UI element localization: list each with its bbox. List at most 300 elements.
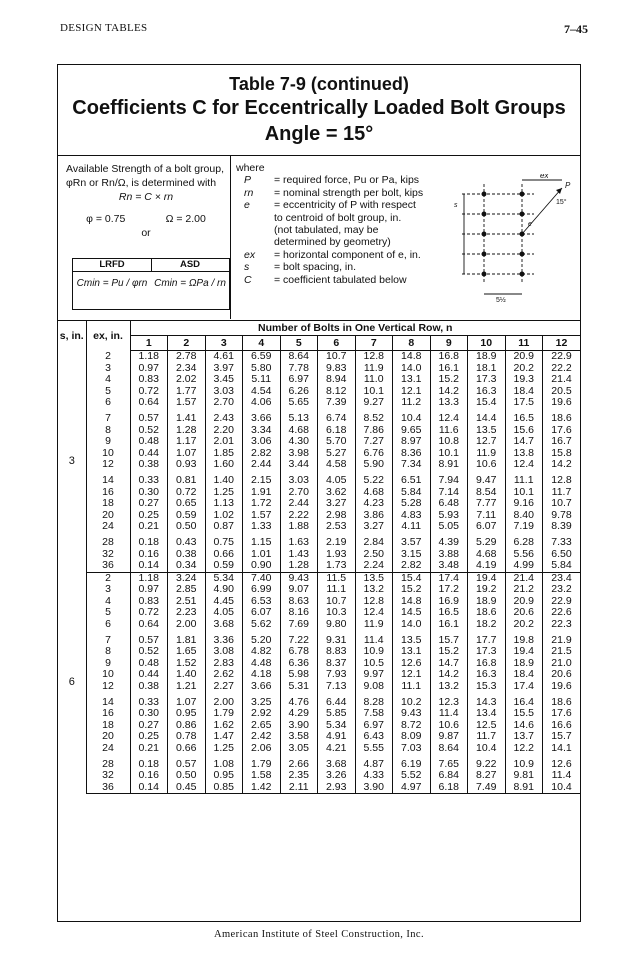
coefficient-cell: 6.26 (280, 386, 318, 398)
coefficient-cell: 3.05 (280, 743, 318, 755)
coefficient-cell: 14.1 (551, 742, 572, 754)
coefficient-cell: 15.6 (505, 425, 543, 437)
coefficient-cell: 21.0 (551, 656, 572, 669)
coefficient-cell: 1.79 (205, 708, 243, 720)
coefficient-cell: 0.95 (205, 770, 243, 782)
n-column-header: 12 (543, 336, 581, 351)
coefficient-cell: 5.56 (505, 549, 543, 561)
table-row (58, 363, 580, 375)
coefficient-cell: 17.4 (430, 572, 468, 584)
coefficient-cell: 14.7 (430, 658, 468, 670)
def-text: = nominal strength per bolt, kips (274, 186, 424, 199)
coefficient-cell: 7.34 (393, 459, 431, 471)
where-label: where (236, 162, 265, 174)
definition-row (236, 261, 436, 273)
coefficient-cell: 1.25 (205, 487, 243, 499)
table-row (58, 521, 580, 533)
coefficient-cell: 6.97 (355, 720, 393, 732)
coefficient-cell: 12.6 (551, 757, 572, 770)
coefficient-cell: 20.5 (551, 384, 572, 397)
coefficient-cell: 0.90 (243, 560, 281, 572)
info-panel (58, 156, 580, 319)
coefficient-cell: 15.4 (468, 397, 506, 409)
coefficient-cell: 15.5 (505, 708, 543, 720)
coefficient-cell: 19.4 (468, 572, 506, 584)
coefficient-cell: 17.6 (551, 707, 572, 720)
coefficient-cell: 4.29 (280, 708, 318, 720)
coefficient-cell: 5.22 (355, 471, 393, 487)
coefficient-table-wrap (58, 321, 580, 794)
ex-cell: 9 (86, 436, 130, 448)
n-header-row (58, 336, 580, 351)
coefficient-cell: 7.27 (355, 436, 393, 448)
def-text: determined by geometry) (274, 236, 391, 249)
ex-cell: 14 (86, 471, 130, 487)
coefficient-cell: 9.87 (430, 731, 468, 743)
coefficient-cell: 1.28 (168, 425, 206, 437)
coefficient-cell: 5.84 (393, 487, 431, 499)
coefficient-cell: 16.3 (468, 386, 506, 398)
table-row (58, 459, 580, 471)
coefficient-cell: 0.85 (205, 782, 243, 794)
coefficient-cell: 20.2 (505, 619, 543, 631)
table-row (58, 572, 580, 584)
title-block (58, 73, 580, 147)
table-row (58, 533, 580, 549)
coefficient-cell: 15.2 (430, 374, 468, 386)
def-symbol: P (244, 174, 252, 187)
coefficient-cell: 5.13 (280, 409, 318, 425)
coefficient-cell: 1.88 (280, 521, 318, 533)
e-label: e (528, 221, 532, 228)
coefficient-cell: 7.94 (430, 471, 468, 487)
table-row (58, 436, 580, 448)
coefficient-cell: 3.48 (430, 560, 468, 572)
coefficient-cell: 5.34 (205, 572, 243, 584)
coefficient-cell: 13.2 (430, 681, 468, 693)
coefficient-cell: 15.8 (551, 446, 572, 459)
coefficient-cell: 17.3 (468, 646, 506, 658)
coefficient-cell: 1.57 (243, 510, 281, 522)
coefficient-cell: 3.08 (205, 646, 243, 658)
coefficient-cell: 21.2 (505, 584, 543, 596)
ex-header: ex, in. (86, 321, 130, 351)
def-symbol (236, 212, 274, 224)
coefficient-cell: 0.34 (168, 560, 206, 572)
coefficient-cell: 0.38 (130, 681, 168, 693)
coefficient-cell: 1.33 (243, 521, 281, 533)
ex-cell: 7 (86, 409, 130, 425)
coefficient-cell: 5.28 (393, 498, 431, 510)
coefficient-cell: 19.2 (468, 584, 506, 596)
def-text: = coefficient tabulated below (274, 273, 407, 286)
coefficient-cell: 4.97 (393, 782, 431, 794)
coefficient-cell: 4.33 (355, 770, 393, 782)
coefficient-cell: 14.3 (468, 693, 506, 709)
coefficient-cell: 0.97 (130, 584, 168, 596)
coefficient-cell: 3.68 (318, 755, 356, 771)
coefficient-cell: 14.2 (430, 386, 468, 398)
ex-cell: 12 (86, 681, 130, 693)
coefficient-table (58, 321, 580, 794)
bolt-hole (482, 252, 487, 257)
coefficient-cell: 18.6 (551, 695, 572, 708)
coefficient-cell: 12.2 (505, 743, 543, 755)
coefficient-cell: 6.53 (243, 596, 281, 608)
coefficient-cell: 1.25 (205, 743, 243, 755)
coefficient-cell: 10.7 (551, 497, 572, 510)
table-row (58, 619, 580, 631)
coefficient-cell: 1.40 (168, 669, 206, 681)
coefficient-cell: 6.07 (468, 521, 506, 533)
coefficient-cell: 18.1 (468, 363, 506, 375)
coefficient-cell: 4.87 (355, 755, 393, 771)
coefficient-cell: 3.57 (393, 533, 431, 549)
strength-formula: Rn = C × rn (118, 191, 174, 203)
coefficient-cell: 10.4 (468, 743, 506, 755)
coefficient-cell: 4.19 (468, 560, 506, 572)
coefficient-cell: 1.58 (243, 770, 281, 782)
ex-cell: 10 (86, 448, 130, 460)
coefficient-cell: 7.14 (430, 487, 468, 499)
ex-cell: 20 (86, 510, 130, 522)
coefficient-cell: 1.81 (168, 631, 206, 647)
table-row (58, 607, 580, 619)
bolt-hole (482, 212, 487, 217)
coefficient-cell: 17.4 (505, 681, 543, 693)
coefficient-cell: 16.8 (468, 658, 506, 670)
coefficient-cell: 3.27 (355, 521, 393, 533)
coefficient-cell: 8.72 (393, 720, 431, 732)
coefficient-cell: 0.59 (205, 560, 243, 572)
coefficient-cell: 0.65 (168, 498, 206, 510)
coefficient-cell: 6.36 (280, 658, 318, 670)
coefficient-cell: 15.2 (430, 646, 468, 658)
coefficient-cell: 0.48 (130, 658, 168, 670)
coefficient-cell: 4.06 (243, 397, 281, 409)
coefficient-cell: 8.64 (430, 743, 468, 755)
coefficient-cell: 7.22 (280, 631, 318, 647)
table-row (58, 731, 580, 743)
table-number: Table 7-9 (continued) (229, 74, 409, 94)
coefficient-cell: 1.93 (318, 549, 356, 561)
coefficient-cell: 2.19 (318, 533, 356, 549)
coefficient-cell: 2.50 (355, 549, 393, 561)
coefficient-cell: 18.6 (551, 411, 572, 424)
coefficient-cell: 0.45 (168, 782, 206, 794)
coefficient-cell: 17.5 (505, 397, 543, 409)
coefficient-cell: 14.2 (551, 458, 572, 471)
coefficient-cell: 10.1 (430, 448, 468, 460)
coefficient-cell: 19.3 (505, 374, 543, 386)
coefficient-cell: 0.33 (130, 471, 168, 487)
table-row (58, 374, 580, 386)
coefficient-cell: 14.7 (505, 436, 543, 448)
coefficient-cell: 0.83 (130, 596, 168, 608)
coefficient-cell: 7.11 (468, 510, 506, 522)
coefficient-cell: 16.5 (505, 409, 543, 425)
coefficient-cell: 11.1 (505, 471, 543, 487)
coefficient-cell: 6.44 (318, 693, 356, 709)
coefficient-cell: 1.02 (205, 510, 243, 522)
n-column-header: 8 (393, 336, 431, 351)
coefficient-cell: 18.9 (468, 596, 506, 608)
coefficient-cell: 3.62 (318, 487, 356, 499)
coefficient-cell: 22.3 (551, 618, 572, 631)
coefficient-cell: 7.19 (505, 521, 543, 533)
def-text: (not tabulated, may be (274, 224, 379, 237)
coefficient-cell: 0.66 (205, 549, 243, 561)
coefficient-cell: 3.45 (205, 374, 243, 386)
coefficient-cell: 7.78 (280, 363, 318, 375)
coefficient-cell: 4.76 (280, 693, 318, 709)
phi-factor: φ = 0.75 (86, 213, 126, 225)
ex-cell: 16 (86, 487, 130, 499)
coefficient-cell: 6.97 (280, 374, 318, 386)
n-column-header: 5 (280, 336, 318, 351)
coefficient-cell: 8.91 (430, 459, 468, 471)
coefficient-cell: 10.7 (318, 596, 356, 608)
coefficient-cell: 0.18 (130, 533, 168, 549)
coefficient-cell: 9.81 (505, 770, 543, 782)
coefficient-cell: 11.1 (393, 681, 431, 693)
angle-label: 15° (556, 199, 567, 206)
coefficient-cell: 3.97 (205, 363, 243, 375)
definition-row (236, 249, 436, 261)
coefficient-cell: 4.39 (430, 533, 468, 549)
coefficient-cell: 2.23 (168, 607, 206, 619)
coefficient-cell: 4.68 (280, 425, 318, 437)
coefficient-cell: 8.27 (468, 770, 506, 782)
coefficient-cell: 10.6 (468, 459, 506, 471)
coefficient-cell: 23.4 (551, 571, 572, 584)
coefficient-cell: 16.1 (430, 363, 468, 375)
coefficient-cell: 7.93 (318, 669, 356, 681)
method-box (72, 258, 230, 310)
coefficient-cell: 11.5 (318, 572, 356, 584)
coefficient-cell: 1.52 (168, 658, 206, 670)
coefficient-cell: 0.64 (130, 397, 168, 409)
coefficient-cell: 6.59 (243, 351, 281, 363)
coefficient-cell: 0.57 (130, 409, 168, 425)
n-column-header: 1 (130, 336, 168, 351)
coefficient-cell: 11.9 (355, 363, 393, 375)
def-symbol: s (244, 261, 250, 274)
ex-cell: 4 (86, 374, 130, 386)
coefficient-cell: 0.44 (130, 669, 168, 681)
coefficient-cell: 13.8 (505, 448, 543, 460)
coefficient-cell: 2.22 (280, 510, 318, 522)
ex-cell: 20 (86, 731, 130, 743)
s-header: s, in. (58, 321, 86, 351)
ex-cell: 36 (86, 782, 130, 794)
coefficient-cell: 16.3 (468, 669, 506, 681)
coefficient-cell: 8.16 (280, 607, 318, 619)
coefficient-cell: 21.4 (551, 373, 572, 386)
asd-equation: Cmin = ΩPa / rn (154, 278, 226, 289)
definition-row (236, 187, 436, 199)
coefficient-cell: 9.97 (355, 669, 393, 681)
coefficient-cell: 14.8 (393, 596, 431, 608)
coefficient-cell: 10.6 (430, 720, 468, 732)
def-symbol: e (244, 199, 250, 212)
coefficient-cell: 8.97 (393, 436, 431, 448)
coefficient-cell: 0.87 (205, 521, 243, 533)
coefficient-cell: 15.7 (551, 730, 572, 743)
ex-cell: 5 (86, 607, 130, 619)
coefficient-cell: 2.00 (168, 619, 206, 631)
table-row (58, 448, 580, 460)
coefficient-cell: 1.73 (318, 560, 356, 572)
coefficient-cell: 4.68 (468, 549, 506, 561)
coefficient-cell: 13.5 (393, 631, 431, 647)
coefficient-cell: 7.58 (355, 708, 393, 720)
coefficient-cell: 13.3 (430, 397, 468, 409)
coefficient-cell: 5.29 (468, 533, 506, 549)
coefficient-cell: 12.4 (430, 409, 468, 425)
coefficient-cell: 2.42 (243, 731, 281, 743)
coefficient-cell: 2.84 (355, 533, 393, 549)
ex-cell: 8 (86, 425, 130, 437)
coefficient-cell: 2.27 (205, 681, 243, 693)
coefficient-cell: 22.9 (551, 350, 572, 362)
table-row (58, 755, 580, 771)
definition-row (236, 212, 436, 224)
coefficient-cell: 5.20 (243, 631, 281, 647)
coefficient-cell: 0.14 (130, 782, 168, 794)
coefficient-cell: 11.9 (468, 448, 506, 460)
coefficient-cell: 3.66 (243, 409, 281, 425)
coefficient-cell: 0.50 (168, 770, 206, 782)
coefficient-cell: 6.43 (355, 731, 393, 743)
coefficient-cell: 5.27 (318, 448, 356, 460)
coefficient-cell: 10.9 (505, 755, 543, 771)
coefficient-cell: 5.55 (355, 743, 393, 755)
coefficient-cell: 0.27 (130, 720, 168, 732)
coefficient-cell: 2.65 (243, 720, 281, 732)
coefficient-cell: 3.03 (205, 386, 243, 398)
ex-cell: 36 (86, 560, 130, 572)
coefficient-cell: 5.31 (280, 681, 318, 693)
coefficient-cell: 23.2 (551, 583, 572, 596)
coefficient-cell: 2.82 (393, 560, 431, 572)
coefficient-cell: 16.5 (430, 607, 468, 619)
coefficient-cell: 22.2 (551, 361, 572, 374)
coefficient-cell: 11.7 (551, 485, 572, 498)
coefficient-cell: 5.62 (243, 619, 281, 631)
coefficient-cell: 6.84 (430, 770, 468, 782)
table-row (58, 560, 580, 572)
coefficient-cell: 21.5 (551, 645, 572, 658)
table-row (58, 669, 580, 681)
coefficient-cell: 3.86 (355, 510, 393, 522)
coefficient-cell: 8.12 (318, 386, 356, 398)
coefficient-cell: 21.9 (551, 633, 572, 646)
coefficient-cell: 6.99 (243, 584, 281, 596)
ex-label: ex (540, 174, 549, 180)
ex-cell: 3 (86, 584, 130, 596)
coefficient-cell: 10.8 (430, 436, 468, 448)
coefficient-cell: 10.1 (505, 487, 543, 499)
coefficient-cell: 0.81 (168, 471, 206, 487)
coefficient-cell: 11.6 (430, 425, 468, 437)
table-row (58, 498, 580, 510)
coefficient-cell: 9.47 (468, 471, 506, 487)
bolt-hole (520, 252, 525, 257)
coefficient-cell: 1.18 (130, 351, 168, 363)
definition-row (236, 174, 436, 186)
coefficient-cell: 18.6 (468, 607, 506, 619)
coefficient-cell: 12.8 (355, 596, 393, 608)
coefficient-cell: 17.7 (468, 631, 506, 647)
coefficient-cell: 9.16 (505, 498, 543, 510)
bolt-hole (520, 272, 525, 277)
coefficient-cell: 0.16 (130, 549, 168, 561)
coefficient-cell: 2.92 (243, 708, 281, 720)
coefficient-cell: 16.7 (551, 435, 572, 448)
coefficient-cell: 0.75 (205, 533, 243, 549)
coefficient-cell: 11.4 (551, 769, 572, 782)
coefficient-cell: 0.18 (130, 755, 168, 771)
coefficient-cell: 22.9 (551, 594, 572, 607)
coefficient-cell: 0.21 (130, 743, 168, 755)
coefficient-cell: 5.52 (393, 770, 431, 782)
coefficient-cell: 2.66 (280, 755, 318, 771)
coefficient-cell: 0.57 (130, 631, 168, 647)
coefficient-cell: 19.4 (505, 646, 543, 658)
coefficient-cell: 6.78 (280, 646, 318, 658)
coefficient-cell: 1.72 (243, 498, 281, 510)
coefficient-cell: 15.3 (468, 681, 506, 693)
coefficient-cell: 2.53 (318, 521, 356, 533)
n-column-header: 2 (168, 336, 206, 351)
ex-cell: 32 (86, 549, 130, 561)
coefficient-cell: 3.36 (205, 631, 243, 647)
coefficient-cell: 2.06 (243, 743, 281, 755)
coefficient-cell: 8.40 (505, 510, 543, 522)
coefficient-cell: 19.8 (505, 631, 543, 647)
coefficient-cell: 1.21 (168, 681, 206, 693)
coefficient-cell: 4.68 (355, 487, 393, 499)
coefficient-cell: 0.72 (130, 386, 168, 398)
coefficient-cell: 9.43 (280, 572, 318, 584)
coefficient-cell: 9.83 (318, 363, 356, 375)
ex-cell: 32 (86, 770, 130, 782)
table-row (58, 510, 580, 522)
coefficient-cell: 18.2 (468, 619, 506, 631)
coefficient-cell: 12.8 (355, 351, 393, 363)
coefficient-cell: 13.1 (393, 646, 431, 658)
ex-cell: 9 (86, 658, 130, 670)
definition-row (236, 224, 436, 236)
coefficient-cell: 17.3 (468, 374, 506, 386)
spacing-cell: 6 (58, 572, 86, 794)
coefficient-cell: 1.15 (243, 533, 281, 549)
definition-row (236, 274, 436, 286)
coefficient-cell: 12.4 (505, 459, 543, 471)
coefficient-cell: 1.13 (205, 498, 243, 510)
coefficient-cell: 1.01 (243, 549, 281, 561)
coefficient-cell: 10.9 (355, 646, 393, 658)
coefficient-cell: 13.1 (393, 374, 431, 386)
or-label: or (141, 227, 151, 239)
coefficient-cell: 1.62 (205, 720, 243, 732)
coefficient-cell: 3.98 (280, 448, 318, 460)
coefficient-cell: 17.6 (551, 423, 572, 436)
running-head: DESIGN TABLES (60, 22, 148, 34)
coefficient-cell: 2.44 (243, 459, 281, 471)
coefficient-cell: 9.31 (318, 631, 356, 647)
